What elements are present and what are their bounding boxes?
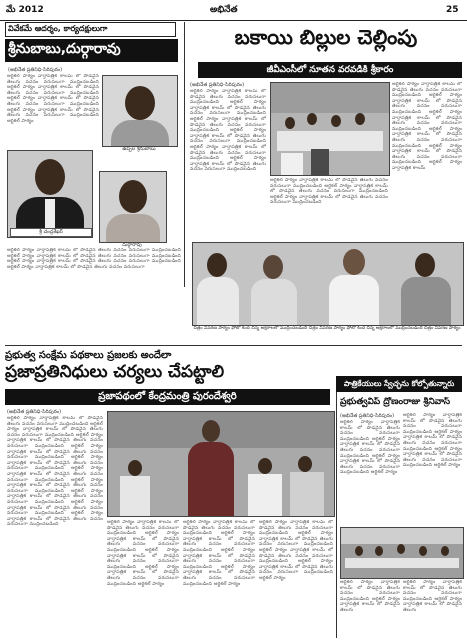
shirt-collar-shape	[45, 199, 55, 231]
page-header	[0, 0, 467, 21]
saree-shape	[188, 442, 234, 516]
portrait-photo-3	[99, 171, 167, 243]
article-byline-bills: (అభినేత ప్రతినిధి-సిరిపురం)	[190, 82, 245, 88]
journalists-meeting-photo	[340, 527, 464, 579]
article-body-journalists-1: ఆర్టికల్ పాఠ్యం వార్తాపత్రిక కాలమ్ లో పొడవైన తెలుగు వచనం వరుసలుగా ముద్రించబడింది ఆర్టికల్ పాఠ్యం వార్తాపత్రిక కాలమ్ లో పొడవైన తెలుగు వచనం వరుసలుగా ముద్రించబడింది ఆర్టికల్ పాఠ్యం వార్తాపత్రిక కాలమ్ లో పొడవైన తెలుగు వచనం వరుసలుగా ముద్రించబడింది ఆర్టికల్ పాఠ్యం	[340, 420, 400, 476]
article-body-welfare-4: ఆర్టికల్ పాఠ్యం వార్తాపత్రిక కాలమ్ లో పొడవైన తెలుగు వచనం వరుసలుగా ముద్రించబడింది ఆర్టికల్ పాఠ్యం వార్తాపత్రిక కాలమ్ లో పొడవైన తెలుగు వచనం వరుసలుగా ముద్రించబడింది ఆర్టికల్ పాఠ్యం వార్తాపత్రిక కాలమ్ లో పొడవైన తెలుగు వచనం వరుసలుగా ముద్రించబడింది ఆర్టికల్ పాఠ్యం వార్తాపత్రిక కాలమ్ లో పొడవైన తెలుగు వచనం వరుసలుగా ముద్రించబడింది ఆర్టికల్ పాఠ్యం	[259, 520, 333, 581]
article-kicker-welfare: ప్రభుత్వ సంక్షేమ పథకాలు ప్రజలకు అందేలా	[5, 350, 172, 361]
article-body-bills-1: ఆర్టికల్ పాఠ్యం వార్తాపత్రిక కాలమ్ లో పొడవైన తెలుగు వచనం వరుసలుగా ముద్రించబడింది ఆర్టికల్ పాఠ్యం వార్తాపత్రిక కాలమ్ లో పొడవైన తెలుగు వచనం వరుసలుగా ముద్రించబడింది ఆర్టికల్ పాఠ్యం వార్తాపత్రిక కాలమ్ లో పొడవైన తెలుగు వచనం వరుసలుగా ముద్రించబడింది ఆర్టికల్ పాఠ్యం వార్తాపత్రిక కాలమ్ లో పొడవైన తెలుగు వచనం వరుసలుగా ముద్రించబడింది ఆర్టికల్ పాఠ్యం వార్తాపత్రిక కాలమ్ లో పొడవైన తెలుగు వచనం వరుసలుగా ముద్రించబడింది ఆర్టికల్ పాఠ్యం వార్తాపత్రిక కాలమ్ లో పొడవైన తెలుగు వచనం వరుసలుగా ముద్రించబడింది	[190, 89, 266, 173]
article-kicker: వివేకమే ఆదర్శం, కార్యదక్షులుగా	[5, 22, 176, 37]
face-shape	[119, 180, 147, 213]
issue-date: మే 2012	[6, 5, 44, 15]
article-headline-journalists: పాత్రికేయులు స్వేచ్ఛను కోల్పోతున్నారు	[336, 376, 462, 392]
article-body-welfare-2: ఆర్టికల్ పాఠ్యం వార్తాపత్రిక కాలమ్ లో పొడవైన తెలుగు వచనం వరుసలుగా ముద్రించబడింది ఆర్టికల్ పాఠ్యం వార్తాపత్రిక కాలమ్ లో పొడవైన తెలుగు వచనం వరుసలుగా ముద్రించబడింది ఆర్టికల్ పాఠ్యం వార్తాపత్రిక కాలమ్ లో పొడవైన తెలుగు వచనం వరుసలుగా ముద్రించబడింది ఆర్టికల్ పాఠ్యం వార్తాపత్రిక కాలమ్ లో పొడవైన తెలుగు వచనం వరుసలుగా ముద్రించబడింది ఆర్టికల్ పాఠ్యం	[107, 520, 179, 587]
article-byline-journalists: (అభినేత ప్రతినిధి-సిరిపురం)	[340, 413, 395, 419]
meeting-photo	[270, 82, 390, 176]
shirt-shape	[106, 214, 160, 243]
article-body-welfare-1: ఆర్టికల్ పాఠ్యం వార్తాపత్రిక కాలమ్ లో పొడవైన తెలుగు వచనం వరుసలుగా ముద్రించబడింది ఆర్టికల్ పాఠ్యం వార్తాపత్రిక కాలమ్ లో పొడవైన తెలుగు వచనం వరుసలుగా ముద్రించబడింది ఆర్టికల్ పాఠ్యం వార్తాపత్రిక కాలమ్ లో పొడవైన తెలుగు వచనం వరుసలుగా ముద్రించబడింది ఆర్టికల్ పాఠ్యం వార్తాపత్రిక కాలమ్ లో పొడవైన తెలుగు వచనం వరుసలుగా ముద్రించబడింది ఆర్టికల్ పాఠ్యం వార్తాపత్రిక కాలమ్ లో పొడవైన తెలుగు వచనం వరుసలుగా ముద్రించబడింది ఆర్టికల్ పాఠ్యం వార్తాపత్రిక కాలమ్ లో పొడవైన తెలుగు వచనం వరుసలుగా ముద్రించబడింది ఆర్టికల్ పాఠ్యం వార్తాపత్రిక కాలమ్ లో పొడవైన తెలుగు వచనం వరుసలుగా ముద్రించబడింది ఆర్టికల్ పాఠ్యం వార్తాపత్రిక కాలమ్ లో పొడవైన తెలుగు వచనం వరుసలుగా ముద్రించబడింది ఆర్టికల్ పాఠ్యం వార్తాపత్రిక కాలమ్ లో పొడవైన తెలుగు వచనం వరుసలుగా ముద్రించబడింది ఆర్టికల్ పాఠ్యం వార్తాపత్రిక కాలమ్ లో పొడవైన తెలుగు వచనం వరుసలుగా ముద్రించబడింది	[7, 416, 103, 528]
minister-event-photo	[107, 411, 335, 517]
article-byline: (అభినేత ప్రతినిధి-సిరిపురం)	[8, 67, 63, 73]
article-subhead-journalists: ప్రభుత్వవిప్ ద్రోణంరాజు శ్రీనివాస్	[340, 397, 451, 407]
article-body-welfare-3: ఆర్టికల్ పాఠ్యం వార్తాపత్రిక కాలమ్ లో పొడవైన తెలుగు వచనం వరుసలుగా ముద్రించబడింది ఆర్టికల్ పాఠ్యం వార్తాపత్రిక కాలమ్ లో పొడవైన తెలుగు వచనం వరుసలుగా ముద్రించబడింది ఆర్టికల్ పాఠ్యం వార్తాపత్రిక కాలమ్ లో పొడవైన తెలుగు వచనం వరుసలుగా ముద్రించబడింది ఆర్టికల్ పాఠ్యం వార్తాపత్రిక కాలమ్ లో పొడవైన తెలుగు వచనం వరుసలుగా ముద్రించబడింది ఆర్టికల్ పాఠ్యం	[183, 520, 255, 587]
article-headline-bills: బకాయి బిల్లుల చెల్లింపు	[234, 25, 418, 49]
portrait-photo-2	[7, 150, 93, 238]
article-subhead-welfare: ప్రజాపథంలో కేంద్రమంత్రి పురందేశ్వరి	[5, 389, 330, 405]
portrait-photo-1	[102, 75, 178, 147]
column-divider	[184, 22, 185, 287]
article-body-text: ఆర్టికల్ పాఠ్యం వార్తాపత్రిక కాలమ్ లో పొడవైన తెలుగు వచనం వరుసలుగా ముద్రించబడింది ఆర్టికల్ పాఠ్యం వార్తాపత్రిక కాలమ్ లో పొడవైన తెలుగు వచనం వరుసలుగా ముద్రించబడింది ఆర్టికల్ పాఠ్యం వార్తాపత్రిక కాలమ్ లో పొడవైన తెలుగు వచనం వరుసలుగా ముద్రించబడింది ఆర్టికల్ పాఠ్యం వార్తాపత్రిక కాలమ్ లో పొడవైన తెలుగు వచనం వరుసలుగా ముద్రించబడింది ఆర్టికల్ పాఠ్యం	[7, 74, 99, 124]
article-body-journalists-2: ఆర్టికల్ పాఠ్యం వార్తాపత్రిక కాలమ్ లో పొడవైన తెలుగు వచనం వరుసలుగా ముద్రించబడింది ఆర్టికల్ పాఠ్యం వార్తాపత్రిక కాలమ్ లో పొడవైన తెలుగు వచనం వరుసలుగా ముద్రించబడింది ఆర్టికల్ పాఠ్యం వార్తాపత్రిక కాలమ్ లో పొడవైన తెలుగు వచనం వరుసలుగా ముద్రించబడింది ఆర్టికల్ పాఠ్యం	[403, 413, 462, 469]
article-byline-welfare: (అభినేత ప్రతినిధి-సిరిపురం)	[7, 409, 62, 415]
article-body-text-2: ఆర్టికల్ పాఠ్యం వార్తాపత్రిక కాలమ్ లో పొడవైన తెలుగు వచనం వరుసలుగా ముద్రించబడింది ఆర్టికల్ పాఠ్యం వార్తాపత్రిక కాలమ్ లో పొడవైన తెలుగు వచనం వరుసలుగా ముద్రించబడింది ఆర్టికల్ పాఠ్యం వార్తాపత్రిక కాలమ్ లో పొడవైన తెలుగు వచనం వరుసలుగా ముద్రించబడింది ఆర్టికల్ పాఠ్యం వార్తాపత్రిక కాలమ్ లో పొడవైన తెలుగు వచనం వరుసలుగా	[7, 248, 181, 270]
article-headline: శ్రీనుబాబు,దుర్గారావు	[5, 39, 178, 62]
article-body-bills-2: ఆర్టికల్ పాఠ్యం వార్తాపత్రిక కాలమ్ లో పొడవైన తెలుగు వచనం వరుసలుగా ముద్రించబడింది ఆర్టికల్ పాఠ్యం వార్తాపత్రిక కాలమ్ లో పొడవైన తెలుగు వచనం వరుసలుగా ముద్రించబడింది ఆర్టికల్ పాఠ్యం వార్తాపత్రిక కాలమ్ లో పొడవైన తెలుగు వచనం వరుసలుగా ముద్రించబడింది	[270, 178, 388, 206]
group-photo-caption: చిత్రం వివరణ పాఠ్యం ఫోటో కింద చిన్న అక్షరాలలో ముద్రించబడింది చిత్రం వివరణ పాఠ్యం ఫోటో కింద చిన్న అక్షరాలలో ముద్రించబడింది చిత్రం వివరణ పాఠ్యం	[193, 326, 461, 331]
portrait-caption-2: శ్రీ చంద్రశేఖర్	[10, 228, 92, 237]
page-number: 25	[446, 5, 459, 15]
group-photo	[192, 242, 464, 326]
table-shape	[277, 131, 383, 151]
article-body-journalists-3: ఆర్టికల్ పాఠ్యం వార్తాపత్రిక కాలమ్ లో పొడవైన తెలుగు వచనం వరుసలుగా ముద్రించబడింది ఆర్టికల్ పాఠ్యం వార్తాపత్రిక కాలమ్ లో పొడవైన తెలుగు	[340, 580, 400, 613]
portrait-caption-3: దుర్గారావు	[122, 242, 142, 248]
column-divider-bottom	[336, 376, 337, 638]
shirt-shape	[111, 120, 169, 147]
article-subhead-bills: జీవీఎంసీలో నూతన వరవడికి శ్రీకారం	[198, 62, 462, 78]
section-divider	[5, 345, 462, 346]
face-shape	[125, 86, 155, 120]
article-body-journalists-4: ఆర్టికల్ పాఠ్యం వార్తాపత్రిక కాలమ్ లో పొడవైన తెలుగు వచనం వరుసలుగా ముద్రించబడింది ఆర్టికల్ పాఠ్యం వార్తాపత్రిక కాలమ్ లో పొడవైన తెలుగు	[403, 580, 462, 613]
article-body-bills-3: ఆర్టికల్ పాఠ్యం వార్తాపత్రిక కాలమ్ లో పొడవైన తెలుగు వచనం వరుసలుగా ముద్రించబడింది ఆర్టికల్ పాఠ్యం వార్తాపత్రిక కాలమ్ లో పొడవైన తెలుగు వచనం వరుసలుగా ముద్రించబడింది ఆర్టికల్ పాఠ్యం వార్తాపత్రిక కాలమ్ లో పొడవైన తెలుగు వచనం వరుసలుగా ముద్రించబడింది ఆర్టికల్ పాఠ్యం వార్తాపత్రిక కాలమ్ లో పొడవైన తెలుగు వచనం వరుసలుగా ముద్రించబడింది ఆర్టికల్ పాఠ్యం వార్తాపత్రిక కాలమ్ లో పొడవైన తెలుగు వచనం వరుసలుగా ముద్రించబడింది ఆర్టికల్ పాఠ్యం వార్తాపత్రిక కాలమ్	[392, 82, 462, 171]
portrait-caption-1: ఉప్పల శ్రీనుబాబు	[122, 146, 156, 152]
newspaper-name: అభినేత	[210, 5, 238, 15]
face-shape	[35, 159, 65, 195]
left-top-article	[5, 22, 181, 62]
article-headline-welfare: ప్రజాప్రతినిధులు చర్యలు చేపట్టాలి	[5, 362, 225, 382]
